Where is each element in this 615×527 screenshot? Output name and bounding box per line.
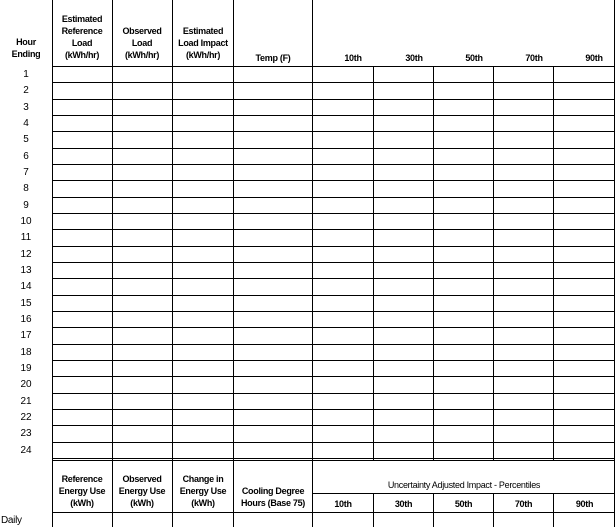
header-hour-ending-label: Hour Ending: [11, 37, 41, 59]
header-temp: [234, 40, 312, 66]
hour-ending-cell: 3: [23, 101, 29, 113]
column-divider: [112, 0, 113, 460]
row-divider: [52, 82, 615, 83]
hour-ending-cell: 7: [23, 166, 29, 178]
hour-ending-cell: 12: [20, 248, 32, 260]
hour-ending-cell: 1: [23, 69, 29, 80]
row-divider: [52, 376, 615, 377]
header-p70-label: 70th: [525, 53, 543, 63]
header-reference-energy-use-label: Reference Energy Use (kWh): [58, 474, 106, 508]
daily-header-p50-label: 50th: [454, 499, 473, 509]
row-divider: [52, 442, 615, 443]
header-estimated-load-impact: [173, 20, 233, 66]
row-divider: [52, 262, 615, 263]
row-divider: [52, 311, 615, 312]
row-divider: [52, 360, 615, 361]
row-divider: [52, 197, 615, 198]
hour-ending-cell: 9: [23, 199, 29, 211]
header-change-in-energy-use-label: Change in Energy Use (kWh): [179, 474, 227, 508]
column-divider: [52, 0, 53, 460]
header-change-in-energy-use: [173, 470, 233, 512]
header-estimated-load-impact-label: Estimated Load Impact (kWh/hr): [178, 26, 228, 60]
daily-header-p90: [554, 497, 615, 511]
hour-ending-cell: 20: [20, 379, 32, 391]
daily-header-p30: [374, 497, 433, 511]
daily-percentile-divider: [553, 494, 554, 527]
hour-ending-cell: 8: [23, 183, 29, 195]
column-divider: [172, 0, 173, 460]
daily-row-label-text: Daily: [1, 514, 22, 526]
daily-column-divider: [172, 460, 173, 527]
hour-ending-cell: 23: [20, 428, 32, 440]
hour-ending-cell: 6: [23, 150, 29, 162]
hour-ending-cell: 21: [20, 395, 32, 407]
row-divider: [52, 148, 615, 149]
header-reference-energy-use: [53, 470, 111, 512]
hour-ending-cell: 15: [20, 297, 32, 309]
header-cooling-degree-hours: [234, 482, 312, 512]
daily-percentile-divider: [373, 494, 374, 527]
header-cooling-degree-hours-label: Cooling Degree Hours (Base 75): [240, 486, 306, 508]
daily-header-p90-label: 90th: [575, 499, 594, 509]
daily-column-divider: [112, 460, 113, 527]
hour-ending-cell: 2: [23, 85, 29, 97]
hour-ending-cell: 22: [20, 411, 32, 423]
hour-ending-cell: 5: [23, 134, 29, 146]
column-divider: [493, 66, 494, 460]
row-divider: [52, 393, 615, 394]
header-p90-label: 90th: [585, 53, 603, 63]
row-divider: [52, 409, 615, 410]
header-observed-load: [113, 20, 171, 66]
header-observed-energy-use: [113, 470, 171, 512]
hour-ending-cell: 16: [20, 313, 32, 325]
header-p90: [554, 40, 615, 66]
hour-ending-cell: 4: [23, 117, 29, 129]
row-divider: [52, 115, 615, 116]
daily-column-divider: [233, 460, 234, 527]
column-divider: [373, 66, 374, 460]
hour-ending-cell: 24: [20, 444, 32, 456]
row-divider: [52, 180, 615, 181]
row-divider: [52, 213, 615, 214]
daily-column-divider: [52, 460, 53, 527]
row-divider: [52, 246, 615, 247]
row-divider: [52, 229, 615, 230]
hour-ending-cell: 13: [20, 264, 32, 276]
column-divider: [312, 0, 313, 460]
hour-ending-cell: 18: [20, 346, 32, 358]
header-estimated-reference-load-label: Estimated Reference Load (kWh/hr): [61, 14, 103, 60]
daily-row-label: [1, 514, 31, 527]
hour-ending-cell: 17: [20, 330, 32, 342]
row-divider: [52, 344, 615, 345]
uncertainty-adjusted-impact-title: [313, 478, 615, 492]
row-divider: [52, 327, 615, 328]
percentile-subheader-divider: [312, 493, 615, 494]
daily-header-p50: [434, 497, 493, 511]
header-temp-label: Temp (F): [255, 53, 291, 63]
row-divider: [52, 99, 615, 100]
row-divider: [52, 164, 615, 165]
hour-ending-cell: 10: [20, 215, 32, 227]
header-p50-label: 50th: [465, 53, 483, 63]
daily-top-border: [52, 460, 615, 461]
daily-value-divider: [52, 512, 615, 513]
header-observed-energy-use-label: Observed Energy Use (kWh): [118, 474, 166, 508]
daily-header-p30-label: 30th: [394, 499, 413, 509]
hour-ending-cell: 19: [20, 362, 32, 374]
daily-header-p70-label: 70th: [514, 499, 533, 509]
daily-percentile-divider: [433, 494, 434, 527]
daily-header-p10-label: 10th: [334, 499, 352, 509]
uncertainty-adjusted-impact-title-label: Uncertainty Adjusted Impact - Percentiles: [387, 480, 541, 490]
daily-header-p10: [313, 497, 373, 511]
column-divider: [233, 0, 234, 460]
hour-ending-cell: 11: [20, 232, 32, 244]
row-divider: [52, 295, 615, 296]
header-p30-label: 30th: [405, 53, 423, 63]
row-divider: [52, 278, 615, 279]
row-divider: [52, 131, 615, 132]
hour-ending-cell: 14: [20, 281, 32, 293]
column-divider: [553, 66, 554, 460]
daily-header-p70: [494, 497, 553, 511]
row-divider: [52, 425, 615, 426]
header-p10-label: 10th: [344, 53, 362, 63]
header-hour-ending: [0, 30, 52, 66]
header-estimated-reference-load: [53, 8, 111, 66]
daily-percentile-divider: [493, 494, 494, 527]
header-divider: [52, 66, 615, 67]
row-divider: [52, 458, 615, 459]
header-observed-load-label: Observed Load (kWh/hr): [122, 26, 162, 60]
column-divider: [433, 66, 434, 460]
